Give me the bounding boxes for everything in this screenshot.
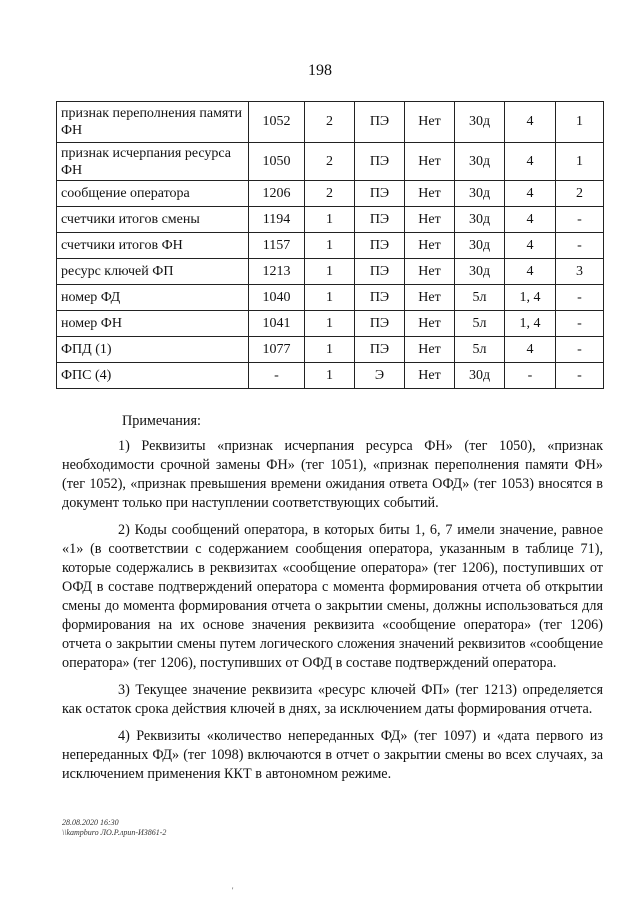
note-2: 2) Коды сообщений оператора, в которых биты 1, 6, 7 имели значение, равное «1» (в соответствии с содержанием сообщения оператора, указанным в таблице 71), которые содержались в реквизитах «сообщение оператора» (тег 1206), поступивших от ОФД в составе подтверждений оператора с момента формирования отчета об открытии смены до момента формирования отчета о закрытии смены, должны использоваться для формирования на их основе значения реквизита «сообщение оператора» (тег 1206) отчета о закрытии смены путем логического сложения значений реквизитов «сообщение оператора» (тег 1206), поступивших от ОФД в составе подтверждений оператора. [62,522,603,671]
cell-flag: Нет [405,259,455,285]
footer-file-path: \\kampburo ЛО.Р.лрип-ИЗ861-2 [62,828,167,837]
cell-length: 5л [455,311,505,337]
cell-tag: 1206 [249,181,305,207]
page-number: 198 [308,62,332,79]
cell-tag: 1041 [249,311,305,337]
cell-name: номер ФД [57,285,249,311]
cell-ffd: 4 [505,143,556,181]
cell-name: ФПД (1) [57,337,249,363]
cell-flag: Нет [405,207,455,233]
cell-ffd: 4 [505,259,556,285]
cell-n: 1 [305,311,355,337]
note-4: 4) Реквизиты «количество непереданных ФД» (тег 1097) и «дата первого из непереданных ФД» (тег 1098) включаются в отчет о закрытии смены во всех случаях, за исключением применения ККТ в автономном режиме. [62,728,603,782]
cell-name: счетчики итогов ФН [57,233,249,259]
cell-format: Э [355,363,405,389]
cell-ffd: 4 [505,233,556,259]
cell-ffd: - [505,363,556,389]
cell-n: 1 [305,285,355,311]
cell-tag: 1050 [249,143,305,181]
cell-name: номер ФН [57,311,249,337]
cell-ffd: 1, 4 [505,285,556,311]
cell-length: 30д [455,102,505,143]
cell-note: - [556,311,604,337]
cell-note: 1 [556,102,604,143]
cell-name: сообщение оператора [57,181,249,207]
cell-tag: 1077 [249,337,305,363]
cell-name: ФПС (4) [57,363,249,389]
stray-mark: ' [232,886,234,895]
table-row [57,337,604,363]
cell-format: ПЭ [355,181,405,207]
cell-length: 30д [455,181,505,207]
cell-note: - [556,233,604,259]
cell-flag: Нет [405,363,455,389]
cell-n: 2 [305,181,355,207]
cell-note: - [556,285,604,311]
cell-flag: Нет [405,233,455,259]
table-row [57,311,604,337]
note-1: 1) Реквизиты «признак исчерпания ресурса ФН» (тег 1050), «признак необходимости срочной замены ФН» (тег 1051), «признак переполнения памяти ФН» (тег 1052), «признак превышения времени ожидания ответа ОФД» (тег 1053) вносятся в документ только при наступлении соответствующих событий. [62,438,603,511]
cell-tag: 1040 [249,285,305,311]
cell-tag: - [249,363,305,389]
table-row [57,233,604,259]
cell-note: - [556,337,604,363]
cell-format: ПЭ [355,311,405,337]
table-row [57,363,604,389]
cell-format: ПЭ [355,233,405,259]
notes-section [62,412,603,792]
cell-length: 5л [455,337,505,363]
cell-n: 2 [305,143,355,181]
table-row [57,285,604,311]
requisites-table [56,101,604,389]
cell-name: признак переполнения памяти ФН [57,102,249,143]
table-row [57,143,604,181]
cell-n: 1 [305,363,355,389]
cell-note: 2 [556,181,604,207]
table-row [57,259,604,285]
cell-length: 30д [455,233,505,259]
cell-n: 1 [305,259,355,285]
cell-length: 30д [455,259,505,285]
cell-length: 5л [455,285,505,311]
cell-ffd: 4 [505,207,556,233]
cell-format: ПЭ [355,259,405,285]
footer-timestamp: 28.08.2020 16:30 [62,818,119,827]
cell-n: 1 [305,207,355,233]
cell-format: ПЭ [355,102,405,143]
cell-note: - [556,363,604,389]
cell-ffd: 1, 4 [505,311,556,337]
cell-flag: Нет [405,337,455,363]
cell-tag: 1213 [249,259,305,285]
note-3: 3) Текущее значение реквизита «ресурс ключей ФП» (тег 1213) определяется как остаток срока действия ключей в днях, за исключением даты формирования отчета. [62,682,603,717]
cell-n: 1 [305,233,355,259]
cell-length: 30д [455,363,505,389]
cell-ffd: 4 [505,337,556,363]
cell-name: счетчики итогов смены [57,207,249,233]
cell-tag: 1052 [249,102,305,143]
cell-flag: Нет [405,181,455,207]
cell-name: ресурс ключей ФП [57,259,249,285]
cell-note: 1 [556,143,604,181]
cell-name: признак исчерпания ресурса ФН [57,143,249,181]
cell-flag: Нет [405,143,455,181]
cell-note: - [556,207,604,233]
cell-tag: 1194 [249,207,305,233]
table-row [57,181,604,207]
cell-format: ПЭ [355,285,405,311]
cell-ffd: 4 [505,181,556,207]
footer-stamp [62,818,166,838]
cell-ffd: 4 [505,102,556,143]
table-row [57,102,604,143]
cell-format: ПЭ [355,143,405,181]
cell-note: 3 [556,259,604,285]
table-row [57,207,604,233]
cell-flag: Нет [405,102,455,143]
cell-flag: Нет [405,285,455,311]
cell-format: ПЭ [355,207,405,233]
cell-n: 2 [305,102,355,143]
cell-n: 1 [305,337,355,363]
cell-format: ПЭ [355,337,405,363]
cell-tag: 1157 [249,233,305,259]
cell-length: 30д [455,143,505,181]
notes-heading: Примечания: [122,413,201,429]
cell-length: 30д [455,207,505,233]
cell-flag: Нет [405,311,455,337]
